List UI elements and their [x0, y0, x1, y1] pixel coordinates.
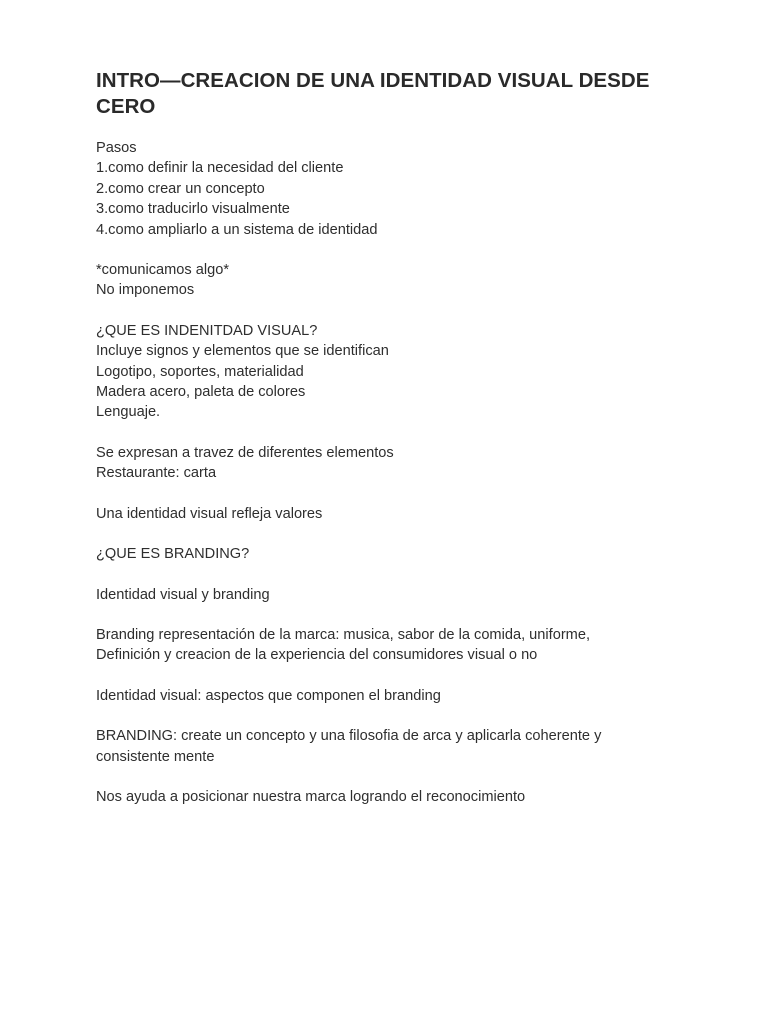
- paragraph-line: Nos ayuda a posicionar nuestra marca logrando el reconocimiento: [96, 788, 526, 805]
- paragraph-line: Identidad visual y branding: [96, 586, 270, 603]
- identity-aspects: [96, 686, 676, 706]
- expression-section: [96, 443, 676, 484]
- paragraph-line: BRANDING: create un concepto y una filosofia de arca y aplicarla coherente y consistente mente: [96, 728, 602, 765]
- paragraph-line: Madera acero, paleta de colores: [96, 384, 306, 401]
- section-heading: ¿QUE ES INDENITDAD VISUAL?: [96, 322, 318, 339]
- identity-branding-note: [96, 585, 676, 605]
- step-4: 4.como ampliarlo a un sistema de identidad: [96, 221, 378, 238]
- document-title: INTRO—CREACION DE UNA IDENTIDAD VISUAL DESDE CERO: [96, 69, 650, 118]
- paragraph-line: Una identidad visual refleja valores: [96, 505, 323, 522]
- branding-heading-block: [96, 544, 676, 564]
- paragraph-line: Lenguaje.: [96, 404, 161, 421]
- paragraph-line: Incluye signos y elementos que se identifican: [96, 343, 389, 360]
- step-3: 3.como traducirlo visualmente: [96, 201, 290, 218]
- paragraph-line: Identidad visual: aspectos que componen el branding: [96, 687, 441, 704]
- step-2: 2.como crear un concepto: [96, 180, 265, 197]
- note-line: *comunicamos algo*: [96, 262, 230, 279]
- steps-heading: Pasos: [96, 140, 137, 156]
- document-body: [96, 138, 676, 807]
- step-1: 1.como definir la necesidad del cliente: [96, 160, 344, 177]
- visual-identity-section: [96, 321, 676, 423]
- paragraph-line: Restaurante: carta: [96, 465, 217, 482]
- branding-concept: [96, 726, 676, 767]
- section-heading: ¿QUE ES BRANDING?: [96, 546, 250, 563]
- positioning-note: [96, 787, 676, 807]
- communication-note: [96, 260, 676, 301]
- values-note: [96, 504, 676, 524]
- document-page: [96, 68, 676, 827]
- paragraph-line: Logotipo, soportes, materialidad: [96, 363, 304, 380]
- branding-definition: [96, 625, 676, 666]
- paragraph-line: Se expresan a travez de diferentes elementos: [96, 444, 394, 461]
- paragraph-line: Definición y creacion de la experiencia del consumidores visual o no: [96, 647, 538, 664]
- steps-section: [96, 138, 676, 240]
- paragraph-line: Branding representación de la marca: musica, sabor de la comida, uniforme,: [96, 626, 591, 643]
- note-line: No imponemos: [96, 282, 195, 299]
